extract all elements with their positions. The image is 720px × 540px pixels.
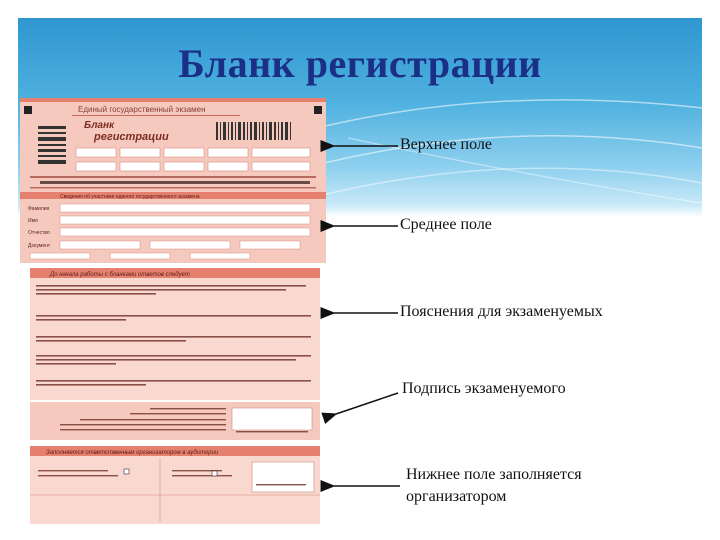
label-middle-field: Среднее поле xyxy=(400,216,492,233)
arrow-signature xyxy=(336,393,398,414)
form-title-line1: Бланк xyxy=(84,120,115,131)
field-name-label: Имя xyxy=(28,218,38,224)
field-surname-label: Фамилия xyxy=(28,206,50,212)
field-document-label: Документ xyxy=(28,243,51,249)
label-explanations: Пояснения для экзаменуемых xyxy=(400,303,603,320)
form-header-line: Единый государственный экзамен xyxy=(78,105,206,114)
label-top-field: Верхнее поле xyxy=(400,136,492,153)
bottom-section-title: Заполняется ответственным организатором в аудитории xyxy=(46,450,219,456)
label-signature: Подпись экзаменуемого xyxy=(402,380,566,397)
instructions-title: До начала работы с бланками ответов следует xyxy=(50,272,190,278)
label-bottom-line1: Нижнее поле заполняется xyxy=(406,466,582,483)
middle-section-title: Сведения об участнике единого государственного экзамена xyxy=(60,194,200,200)
registration-form-image xyxy=(20,98,326,526)
field-patronymic-label: Отчество xyxy=(28,230,50,236)
form-title-line2: регистрации xyxy=(94,131,169,143)
label-bottom-line2: организатором xyxy=(406,488,507,505)
slide-title: Бланк регистрации xyxy=(178,41,542,86)
